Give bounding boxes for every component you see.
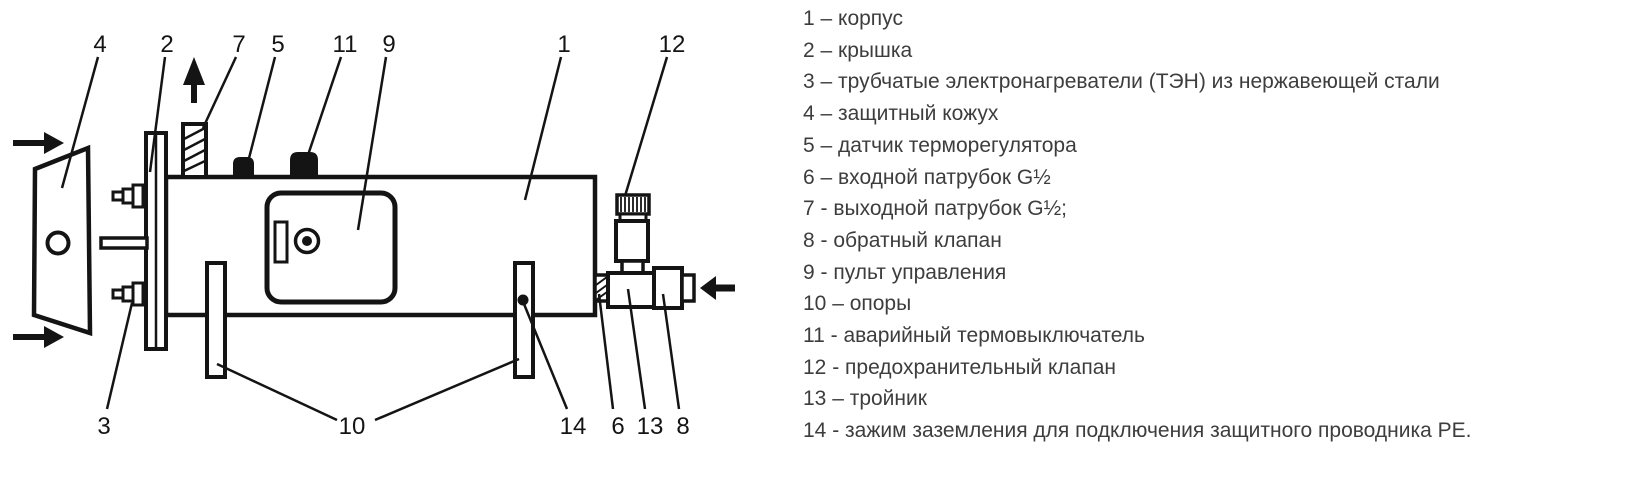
flow-in-bottom-arrow-icon	[13, 326, 64, 348]
panel-knob-dot	[302, 236, 312, 246]
legend-item: 2 – крышка	[803, 38, 913, 62]
callout-4: 4	[93, 31, 107, 58]
flow-inlet-left-arrow-icon	[700, 276, 735, 300]
schematic-drawing	[0, 0, 780, 484]
legend-item: 8 - обратный клапан	[803, 228, 1002, 252]
callout-14: 14	[559, 413, 587, 440]
legend-item: 10 – опоры	[803, 292, 912, 316]
callout-1: 1	[557, 31, 571, 58]
legend-item: 7 - выходной патрубок G½;	[803, 197, 1067, 221]
legend	[803, 3, 1623, 447]
heating-element-terminals	[101, 185, 147, 305]
legend-item: 5 – датчик терморегулятора	[803, 133, 1077, 157]
casing-hole	[48, 233, 69, 254]
callout-6: 6	[611, 413, 625, 440]
legend-item: 9 - пульт управления	[803, 260, 1007, 284]
ground-clamp-dot	[518, 295, 529, 306]
cover-plate	[146, 133, 166, 349]
flow-out-up-arrow-icon	[183, 57, 205, 103]
callout-13: 13	[636, 413, 664, 440]
callout-10: 10	[338, 413, 366, 440]
legend-item: 3 – трубчатые электронагреватели (ТЭН) из нержавеющей стали	[803, 70, 1440, 94]
legend-item: 11 - аварийный термовыключатель	[803, 324, 1145, 348]
callout-3: 3	[97, 413, 111, 440]
protective-casing	[34, 148, 90, 333]
legend-item: 14 - зажим заземления для подключения защитного проводника PE.	[803, 419, 1472, 443]
safety-valve	[616, 195, 649, 274]
legend-item: 6 – входной патрубок G½	[803, 165, 1051, 189]
callout-5: 5	[271, 31, 285, 58]
callout-8: 8	[676, 413, 690, 440]
callout-12: 12	[658, 31, 686, 58]
thermostat-sensor-knob	[233, 157, 254, 177]
legend-item: 13 – тройник	[803, 387, 927, 411]
callout-9: 9	[382, 31, 396, 58]
water-heater-diagram	[0, 0, 780, 484]
heating-element-rod	[101, 238, 147, 248]
thermal-cutout-knob	[290, 152, 318, 177]
outlet-pipe	[183, 124, 206, 177]
flow-in-top-arrow-icon	[13, 132, 64, 154]
panel-indicator-window	[275, 222, 287, 262]
support-leg-left	[207, 263, 225, 377]
callout-11: 11	[332, 31, 358, 58]
legend-item: 1 – корпус	[803, 7, 903, 30]
legend-item: 12 - предохранительный клапан	[803, 355, 1116, 379]
legend-item: 4 – защитный кожух	[803, 102, 999, 126]
check-valve	[654, 268, 694, 308]
callout-7: 7	[232, 31, 246, 58]
control-panel	[267, 193, 395, 302]
callout-2: 2	[160, 31, 174, 58]
